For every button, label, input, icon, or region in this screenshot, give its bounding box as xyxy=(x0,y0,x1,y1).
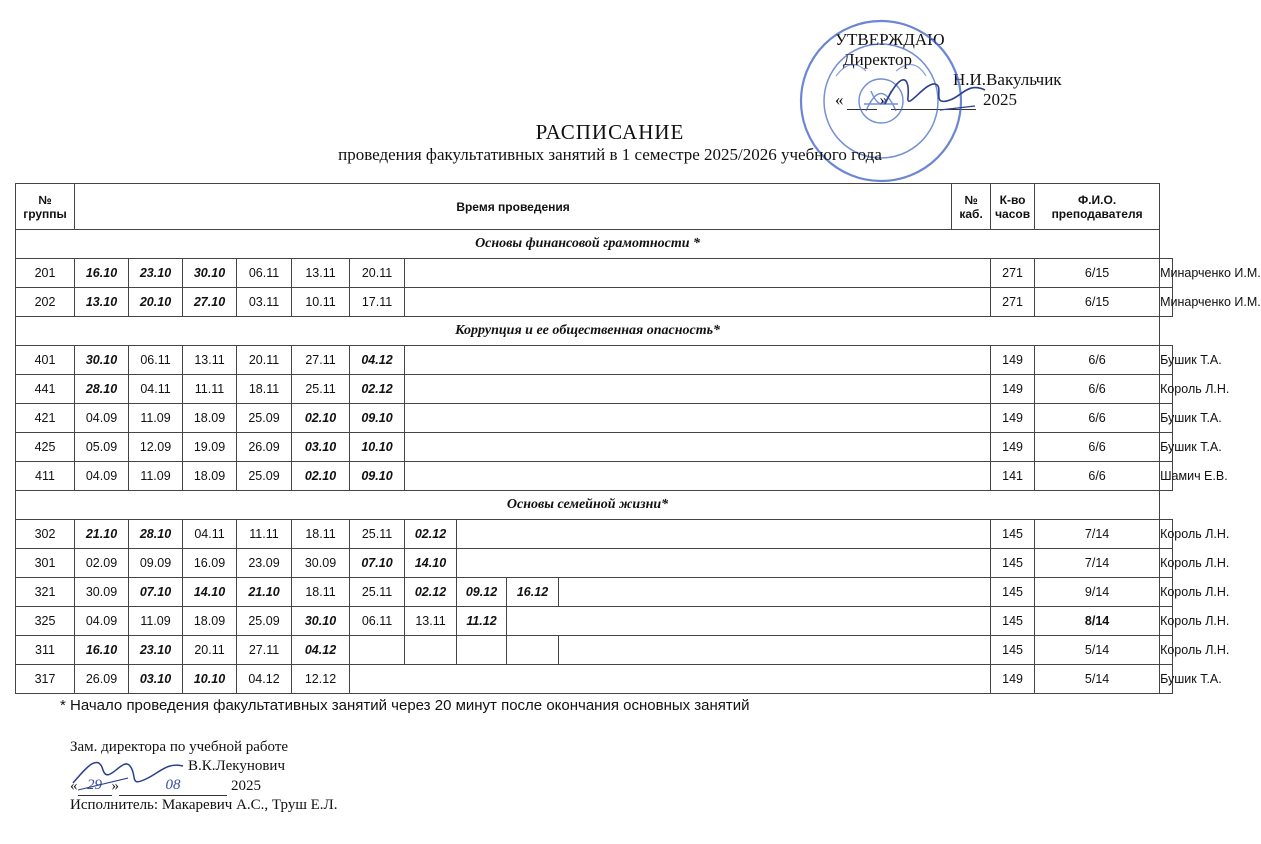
footer-signer-name: В.К.Лекунович xyxy=(188,758,285,774)
group-cell: 321 xyxy=(16,578,75,607)
date-filler-cell xyxy=(405,404,991,433)
date-cell: 20.11 xyxy=(183,636,237,665)
date-cell: 20.11 xyxy=(350,259,405,288)
date-cell: 13.11 xyxy=(405,607,457,636)
date-cell: 20.11 xyxy=(237,346,292,375)
empty-date-cell xyxy=(457,636,507,665)
room-cell: 145 xyxy=(991,636,1035,665)
date-cell: 25.09 xyxy=(237,462,292,491)
group-cell: 401 xyxy=(16,346,75,375)
date-cell: 04.12 xyxy=(237,665,292,694)
date-cell: 30.09 xyxy=(75,578,129,607)
empty-date-cell xyxy=(350,636,405,665)
section-row xyxy=(16,230,1173,259)
room-cell: 145 xyxy=(991,549,1035,578)
footer-position: Зам. директора по учебной работе xyxy=(70,739,289,755)
date-cell: 09.10 xyxy=(350,462,405,491)
date-cell: 10.10 xyxy=(350,433,405,462)
date-cell: 18.11 xyxy=(237,375,292,404)
room-cell: 149 xyxy=(991,433,1035,462)
date-cell: 13.11 xyxy=(292,259,350,288)
table-row xyxy=(16,665,1173,694)
date-filler-cell xyxy=(405,375,991,404)
section-title: Коррупция и ее общественная опасность* xyxy=(16,317,1160,346)
date-cell: 23.10 xyxy=(129,636,183,665)
section-title: Основы финансовой грамотности * xyxy=(16,230,1160,259)
table-row xyxy=(16,259,1173,288)
group-cell: 311 xyxy=(16,636,75,665)
table-row xyxy=(16,578,1173,607)
date-cell: 11.12 xyxy=(457,607,507,636)
date-cell: 25.09 xyxy=(237,404,292,433)
date-cell: 20.10 xyxy=(129,288,183,317)
date-cell: 11.11 xyxy=(237,520,292,549)
deputy-signature xyxy=(68,748,188,798)
hours-cell: 8/14 xyxy=(1035,607,1160,636)
date-cell: 14.10 xyxy=(183,578,237,607)
table-row xyxy=(16,607,1173,636)
date-cell: 18.09 xyxy=(183,404,237,433)
date-filler-cell xyxy=(405,433,991,462)
empty-date-cell xyxy=(507,636,559,665)
date-cell: 06.11 xyxy=(129,346,183,375)
section-row xyxy=(16,317,1173,346)
date-cell: 12.12 xyxy=(292,665,350,694)
table-row xyxy=(16,462,1173,491)
table-row xyxy=(16,520,1173,549)
group-cell: 301 xyxy=(16,549,75,578)
date-cell: 23.09 xyxy=(237,549,292,578)
room-cell: 145 xyxy=(991,607,1035,636)
teacher-cell: Король Л.Н. xyxy=(1160,578,1173,607)
teacher-cell: Бушик Т.А. xyxy=(1160,404,1173,433)
footnote: * Начало проведения факультативных занятий через 20 минут после окончания основных занятий xyxy=(60,697,750,714)
footer-quote-open: « xyxy=(70,778,78,794)
group-cell: 317 xyxy=(16,665,75,694)
date-cell: 18.09 xyxy=(183,607,237,636)
date-filler-cell xyxy=(559,636,991,665)
date-cell: 02.10 xyxy=(292,404,350,433)
footer-executor: Исполнитель: Макаревич А.С., Труш Е.Л. xyxy=(70,797,338,813)
director-signature xyxy=(880,62,990,122)
director-name: Н.И.Вакульчик xyxy=(953,70,1062,89)
date-cell: 04.12 xyxy=(292,636,350,665)
date-cell: 06.11 xyxy=(237,259,292,288)
teacher-cell: Король Л.Н. xyxy=(1160,520,1173,549)
date-cell: 27.11 xyxy=(237,636,292,665)
date-cell: 30.10 xyxy=(292,607,350,636)
date-cell: 23.10 xyxy=(129,259,183,288)
group-cell: 425 xyxy=(16,433,75,462)
document-subtitle: проведения факультативных занятий в 1 семестре 2025/2026 учебного года xyxy=(338,145,882,164)
date-cell: 09.09 xyxy=(129,549,183,578)
date-cell: 16.10 xyxy=(75,636,129,665)
date-cell: 25.11 xyxy=(350,578,405,607)
date-cell: 10.10 xyxy=(183,665,237,694)
table-row xyxy=(16,375,1173,404)
room-cell: 271 xyxy=(991,288,1035,317)
teacher-cell: Минарченко И.М. xyxy=(1160,288,1173,317)
date-filler-cell xyxy=(507,607,991,636)
date-cell: 30.09 xyxy=(292,549,350,578)
date-cell: 05.09 xyxy=(75,433,129,462)
date-cell: 11.09 xyxy=(129,462,183,491)
header-teacher: Ф.И.О. преподавателя xyxy=(1035,184,1160,230)
date-cell: 04.12 xyxy=(350,346,405,375)
room-cell: 141 xyxy=(991,462,1035,491)
teacher-cell: Король Л.Н. xyxy=(1160,636,1173,665)
group-cell: 411 xyxy=(16,462,75,491)
date-cell: 27.10 xyxy=(183,288,237,317)
group-cell: 421 xyxy=(16,404,75,433)
approval-quote-close: » xyxy=(879,90,888,109)
date-cell: 30.10 xyxy=(183,259,237,288)
hours-cell: 6/6 xyxy=(1035,462,1160,491)
table-row xyxy=(16,346,1173,375)
schedule-body xyxy=(16,230,1261,694)
teacher-cell: Бушик Т.А. xyxy=(1160,433,1173,462)
hours-cell: 5/14 xyxy=(1035,636,1160,665)
date-cell: 16.09 xyxy=(183,549,237,578)
group-cell: 202 xyxy=(16,288,75,317)
approval-year: 2025 xyxy=(983,90,1017,109)
date-filler-cell xyxy=(457,549,991,578)
group-cell: 441 xyxy=(16,375,75,404)
date-cell: 04.11 xyxy=(183,520,237,549)
director-label: Директор xyxy=(843,50,912,69)
hours-cell: 7/14 xyxy=(1035,520,1160,549)
room-cell: 149 xyxy=(991,346,1035,375)
room-cell: 149 xyxy=(991,375,1035,404)
section-row xyxy=(16,491,1173,520)
footer-year: 2025 xyxy=(231,778,261,794)
date-cell: 25.09 xyxy=(237,607,292,636)
footer-month: 08 xyxy=(119,776,227,796)
teacher-cell: Минарченко И.М. xyxy=(1160,259,1173,288)
date-cell: 04.09 xyxy=(75,462,129,491)
date-cell: 04.11 xyxy=(129,375,183,404)
header-room: № каб. xyxy=(952,184,991,230)
room-cell: 271 xyxy=(991,259,1035,288)
date-cell: 02.12 xyxy=(405,520,457,549)
room-cell: 145 xyxy=(991,520,1035,549)
date-cell: 25.11 xyxy=(292,375,350,404)
group-cell: 302 xyxy=(16,520,75,549)
date-filler-cell xyxy=(405,288,991,317)
date-filler-cell xyxy=(405,462,991,491)
date-cell: 02.09 xyxy=(75,549,129,578)
hours-cell: 6/6 xyxy=(1035,433,1160,462)
date-cell: 09.10 xyxy=(350,404,405,433)
header-time: Время проведения xyxy=(75,184,952,230)
teacher-cell: Король Л.Н. xyxy=(1160,375,1173,404)
hours-cell: 6/6 xyxy=(1035,346,1160,375)
hours-cell: 7/14 xyxy=(1035,549,1160,578)
section-title: Основы семейной жизни* xyxy=(16,491,1160,520)
date-cell: 11.09 xyxy=(129,607,183,636)
table-header-row xyxy=(16,184,1173,230)
date-filler-cell xyxy=(405,259,991,288)
date-cell: 13.11 xyxy=(183,346,237,375)
header-hours: К-во часов xyxy=(991,184,1035,230)
date-cell: 11.09 xyxy=(129,404,183,433)
hours-cell: 6/6 xyxy=(1035,375,1160,404)
date-filler-cell xyxy=(457,520,991,549)
date-cell: 07.10 xyxy=(350,549,405,578)
date-cell: 02.12 xyxy=(350,375,405,404)
date-cell: 06.11 xyxy=(350,607,405,636)
table-row xyxy=(16,288,1173,317)
date-cell: 18.11 xyxy=(292,578,350,607)
date-cell: 10.11 xyxy=(292,288,350,317)
date-cell: 26.09 xyxy=(75,665,129,694)
room-cell: 149 xyxy=(991,404,1035,433)
date-cell: 16.12 xyxy=(507,578,559,607)
date-cell: 14.10 xyxy=(405,549,457,578)
table-row xyxy=(16,433,1173,462)
date-filler-cell xyxy=(350,665,991,694)
table-row xyxy=(16,636,1173,665)
room-cell: 145 xyxy=(991,578,1035,607)
date-cell: 16.10 xyxy=(75,259,129,288)
table-row xyxy=(16,404,1173,433)
teacher-cell: Шамич Е.В. xyxy=(1160,462,1173,491)
teacher-cell: Король Л.Н. xyxy=(1160,607,1173,636)
date-cell: 12.09 xyxy=(129,433,183,462)
date-cell: 02.10 xyxy=(292,462,350,491)
approval-quote-open: « xyxy=(835,90,844,109)
date-cell: 03.10 xyxy=(292,433,350,462)
date-cell: 03.10 xyxy=(129,665,183,694)
hours-cell: 6/15 xyxy=(1035,259,1160,288)
room-cell: 149 xyxy=(991,665,1035,694)
date-cell: 18.09 xyxy=(183,462,237,491)
date-cell: 09.12 xyxy=(457,578,507,607)
table-row xyxy=(16,549,1173,578)
date-cell: 19.09 xyxy=(183,433,237,462)
teacher-cell: Король Л.Н. xyxy=(1160,549,1173,578)
date-cell: 27.11 xyxy=(292,346,350,375)
date-cell: 13.10 xyxy=(75,288,129,317)
footer-day: 29 xyxy=(78,776,112,796)
hours-cell: 6/6 xyxy=(1035,404,1160,433)
date-cell: 30.10 xyxy=(75,346,129,375)
date-cell: 28.10 xyxy=(129,520,183,549)
date-cell: 11.11 xyxy=(183,375,237,404)
hours-cell: 9/14 xyxy=(1035,578,1160,607)
empty-date-cell xyxy=(405,636,457,665)
date-cell: 25.11 xyxy=(350,520,405,549)
date-cell: 07.10 xyxy=(129,578,183,607)
group-cell: 325 xyxy=(16,607,75,636)
date-cell: 02.12 xyxy=(405,578,457,607)
date-cell: 26.09 xyxy=(237,433,292,462)
schedule-table xyxy=(15,183,1261,694)
date-cell: 17.11 xyxy=(350,288,405,317)
date-cell: 04.09 xyxy=(75,404,129,433)
document-heading xyxy=(0,120,1220,166)
hours-cell: 6/15 xyxy=(1035,288,1160,317)
date-cell: 21.10 xyxy=(75,520,129,549)
date-cell: 18.11 xyxy=(292,520,350,549)
teacher-cell: Бушик Т.А. xyxy=(1160,346,1173,375)
hours-cell: 5/14 xyxy=(1035,665,1160,694)
header-group: № группы xyxy=(16,184,75,230)
approve-label: УТВЕРЖДАЮ xyxy=(835,30,945,49)
date-cell: 04.09 xyxy=(75,607,129,636)
group-cell: 201 xyxy=(16,259,75,288)
date-cell: 03.11 xyxy=(237,288,292,317)
date-cell: 28.10 xyxy=(75,375,129,404)
document-title: РАСПИСАНИЕ xyxy=(535,120,685,144)
teacher-cell: Бушик Т.А. xyxy=(1160,665,1173,694)
date-filler-cell xyxy=(405,346,991,375)
date-filler-cell xyxy=(559,578,991,607)
date-cell: 21.10 xyxy=(237,578,292,607)
footer-quote-close: » xyxy=(111,778,119,794)
